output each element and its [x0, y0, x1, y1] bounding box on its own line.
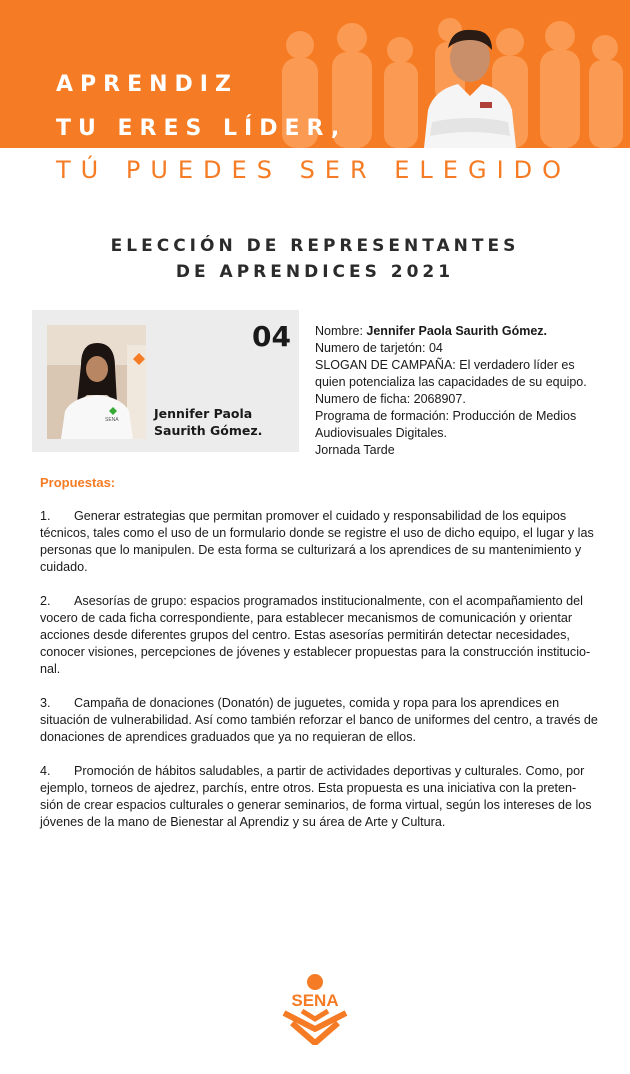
info-program-line2: Audiovisuales Digitales.	[315, 426, 448, 440]
proposal-number: 2.	[40, 594, 51, 608]
info-name-value: Jennifer Paola Saurith Gómez.	[366, 324, 548, 338]
header-banner	[0, 0, 630, 148]
proposal-text: Generar estrategias que permitan promover el cuidado y responsabilidad de los equipos técnicos, tales como el uso de un formulario donde se registre el uso de dicho equipo, el lugar y las personas que lo manipulen. De esta forma se culturizará a los aprendices de su mantenimiento y cuidado.	[40, 509, 594, 574]
shirt-text: SENA	[105, 417, 119, 423]
proposal-text: Promoción de hábitos saludables, a partir de actividades deportivas y culturales. Como, por ejemplo, torneos de ajedrez, parchís, entre otros. Esta propuesta es una iniciativa con la preten-sión de crear espacios culturales o generar seminarios, de forma virtual, según los intereses de los jóvenes de la mano de Bienestar al Aprendiz y su área de Arte y Cultura.	[40, 764, 592, 829]
info-name-label: Nombre:	[315, 324, 367, 338]
subheadline-elegido: TÚ PUEDES SER ELEGIDO	[56, 156, 572, 184]
info-jornada: Jornada Tarde	[315, 443, 395, 457]
proposal-text: Campaña de donaciones (Donatón) de juguetes, comida y ropa para los aprendices en situación de vulnerabilidad. Así como también reforzar el banco de uniformes del centro, a través de donaciones de aprendices graduados que ya no requieran de ellos.	[40, 696, 598, 744]
headline-aprendiz: APRENDIZ	[56, 72, 238, 97]
proposal-number: 3.	[40, 696, 51, 710]
proposal-item	[40, 593, 598, 678]
candidate-info	[315, 323, 615, 459]
proposal-item	[40, 763, 598, 831]
proposal-item	[40, 508, 598, 576]
info-slogan-line2: quien potencializa las capacidades de su equipo.	[315, 375, 587, 389]
proposal-item	[40, 695, 598, 746]
candidate-card	[32, 310, 299, 452]
candidate-card-name-line2: Saurith Gómez.	[154, 423, 263, 438]
man-portrait	[418, 18, 522, 148]
proposals-title: Propuestas:	[40, 475, 116, 490]
candidate-photo	[47, 325, 146, 439]
candidate-card-name	[154, 405, 294, 439]
candidate-number: 04	[252, 320, 291, 353]
election-title-line1: ELECCIÓN DE REPRESENTANTES	[110, 236, 520, 256]
info-program-line1: Programa de formación: Producción de Medios	[315, 409, 577, 423]
proposal-number: 1.	[40, 509, 51, 523]
info-slogan-line1: SLOGAN DE CAMPAÑA: El verdadero líder es	[315, 358, 575, 372]
sena-logo-text: SENA	[291, 991, 339, 1010]
headline-tu-eres-lider: TU ERES LÍDER,	[56, 116, 347, 141]
info-ficha: Numero de ficha: 2068907.	[315, 392, 466, 406]
candidate-card-name-line1: Jennifer Paola	[154, 406, 253, 421]
election-title-line2: DE APRENDICES 2021	[175, 262, 455, 282]
info-tarjeton: Numero de tarjetón: 04	[315, 341, 443, 355]
sena-logo	[276, 973, 354, 1045]
proposal-text: Asesorías de grupo: espacios programados institucionalmente, con el acompañamiento del vocero de cada ficha correspondiente, para establecer mecanismos de comunicación y orientar acciones desde diferentes grupos del centro. Estas asesorías permitirán detectar necesidades, conocer visiones, percepciones de jóvenes y establecer propuestas para la construcción institucio-nal.	[40, 594, 591, 676]
proposals-list	[40, 508, 598, 848]
proposal-number: 4.	[40, 764, 51, 778]
info-name	[315, 323, 615, 340]
